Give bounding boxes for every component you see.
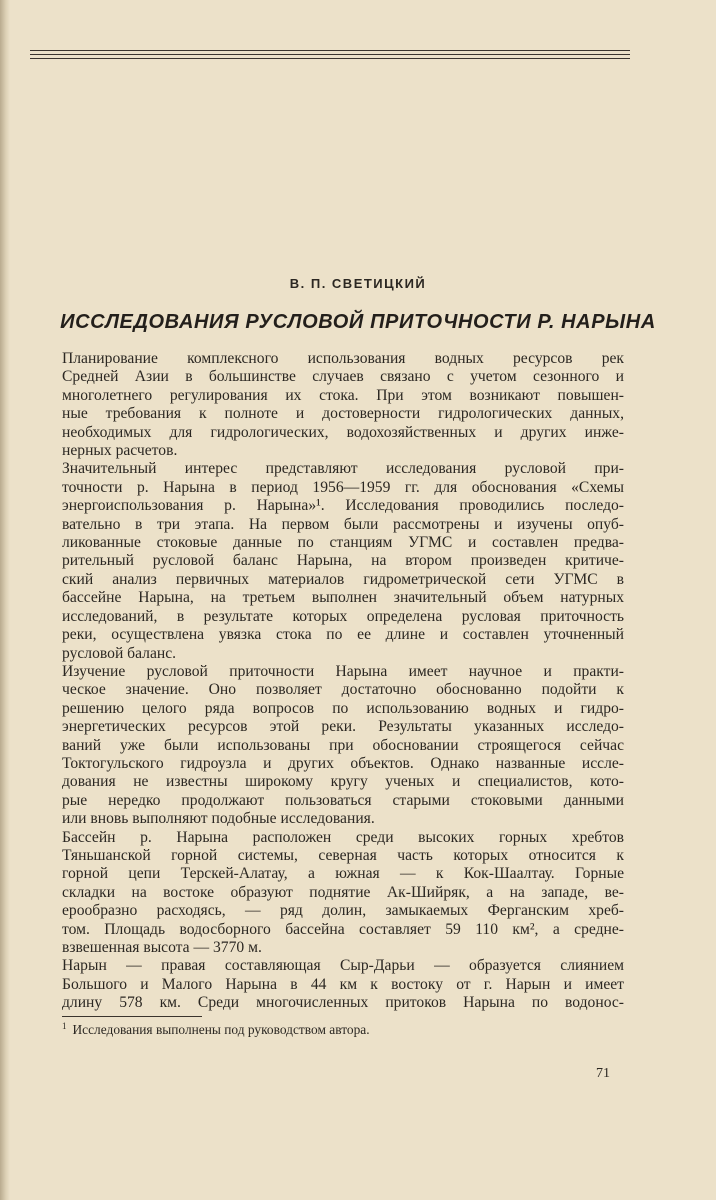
text-line: Изучение русловой приточности Нарына имеет научное и практи- — [62, 662, 624, 680]
text-line: решению целого ряда вопросов по использованию водных и гидро- — [62, 699, 624, 717]
text-line: реки, осуществлена увязка стока по ее длине и составлен уточненный — [62, 626, 624, 644]
text-line: Токтогульского гидроузла и других объектов. Однако названные иссле- — [62, 754, 624, 772]
text-line: Бассейн р. Нарына расположен среди высоких горных хребтов — [62, 828, 624, 846]
article-body — [62, 350, 624, 1013]
text-line: длину 578 км. Среди многочисленных притоков Нарына по водонос- — [62, 994, 624, 1012]
paragraph — [62, 957, 624, 1012]
author-name: В. П. СВЕТИЦКИЙ — [289, 276, 427, 291]
text-line: бассейне Нарына, на третьем выполнен значительный объем натурных — [62, 589, 624, 607]
footnote-marker: 1 — [62, 1021, 67, 1031]
header-rule-bottom — [30, 58, 630, 59]
article-title: ИССЛЕДОВАНИЯ РУСЛОВОЙ ПРИТОЧНОСТИ Р. НАРЫНА — [60, 311, 656, 333]
text-line: энергоиспользования р. Нарына»¹. Исследования проводились последо- — [62, 497, 624, 515]
text-line: Планирование комплексного использования водных ресурсов рек — [62, 350, 624, 367]
text-line: горной цепи Терскей-Алатау, а южная — к Кок-Шаалтау. Горные — [62, 865, 624, 883]
text-line: точности р. Нарына в период 1956—1959 гг. для обоснования «Схемы — [62, 478, 624, 496]
header-rule-top — [30, 50, 630, 51]
text-line: русловой баланс. — [62, 644, 177, 662]
text-line: ский анализ первичных материалов гидрометрической сети УГМС в — [62, 570, 624, 588]
paragraph — [62, 350, 624, 460]
text-line: ерообразно расходясь, — ряд долин, замыкаемых Ферганским хреб- — [62, 902, 624, 920]
text-line: энергетических ресурсов этой реки. Результаты указанных исследо- — [62, 718, 624, 736]
text-line: дования не известны широкому кругу ученых и специалистов, кото- — [62, 773, 624, 791]
text-line: ные требования к полноте и достоверности гидрологических данных, — [62, 405, 624, 423]
text-line: том. Площадь водосборного бассейна составляет 59 110 км², а средне- — [62, 920, 624, 938]
text-line: ческое значение. Оно позволяет достаточно обоснованно подойти к — [62, 681, 624, 699]
paragraph — [62, 663, 624, 829]
page-number: 71 — [596, 1066, 610, 1081]
paragraph — [62, 829, 624, 958]
text-line: Большого и Малого Нарына в 44 км к востоку от г. Нарын и имеет — [62, 975, 624, 993]
text-line: необходимых для гидрологических, водохозяйственных и других инже- — [62, 423, 624, 441]
text-line: исследований, в результате которых определена русловая приточность — [62, 607, 624, 625]
footnote-rule — [62, 1016, 202, 1017]
header-rule-middle — [30, 54, 630, 55]
text-line: вательно в три этапа. На первом были рассмотрены и изучены опуб- — [62, 515, 624, 533]
text-line: многолетнего регулирования их стока. При этом возникают повышен- — [62, 386, 624, 404]
text-line: рительный русловой баланс Нарына, на втором произведен критиче- — [62, 552, 624, 570]
text-line: ликованные стоковые данные по станциям УГМС и составлен предва- — [62, 534, 624, 552]
footnote — [62, 1021, 622, 1038]
footnote-text: Исследования выполнены под руководством автора. — [72, 1022, 370, 1037]
text-line: складки на востоке образуют поднятие Ак-Шийряк, а на западе, ве- — [62, 883, 624, 901]
text-line: или вновь выполняют подобные исследования. — [62, 810, 375, 828]
text-line: Тяньшанской горной системы, северная часть которых относится к — [62, 846, 624, 864]
text-line: нерных расчетов. — [62, 442, 178, 460]
page-edge-shadow — [0, 0, 10, 1200]
text-line: ваний уже были использованы при обосновании строящегося сейчас — [62, 736, 624, 754]
text-line: взвешенная высота — 3770 м. — [62, 939, 262, 956]
text-line: Значительный интерес представляют исследования русловой при- — [62, 460, 624, 478]
text-line: Средней Азии в большинстве случаев связано с учетом сезонного и — [62, 368, 624, 386]
paragraph — [62, 460, 624, 662]
header-rules — [30, 50, 630, 62]
text-line: Нарын — правая составляющая Сыр-Дарьи — образуется слиянием — [62, 957, 624, 975]
text-line: рые нередко продолжают пользоваться старыми стоковыми данными — [62, 791, 624, 809]
